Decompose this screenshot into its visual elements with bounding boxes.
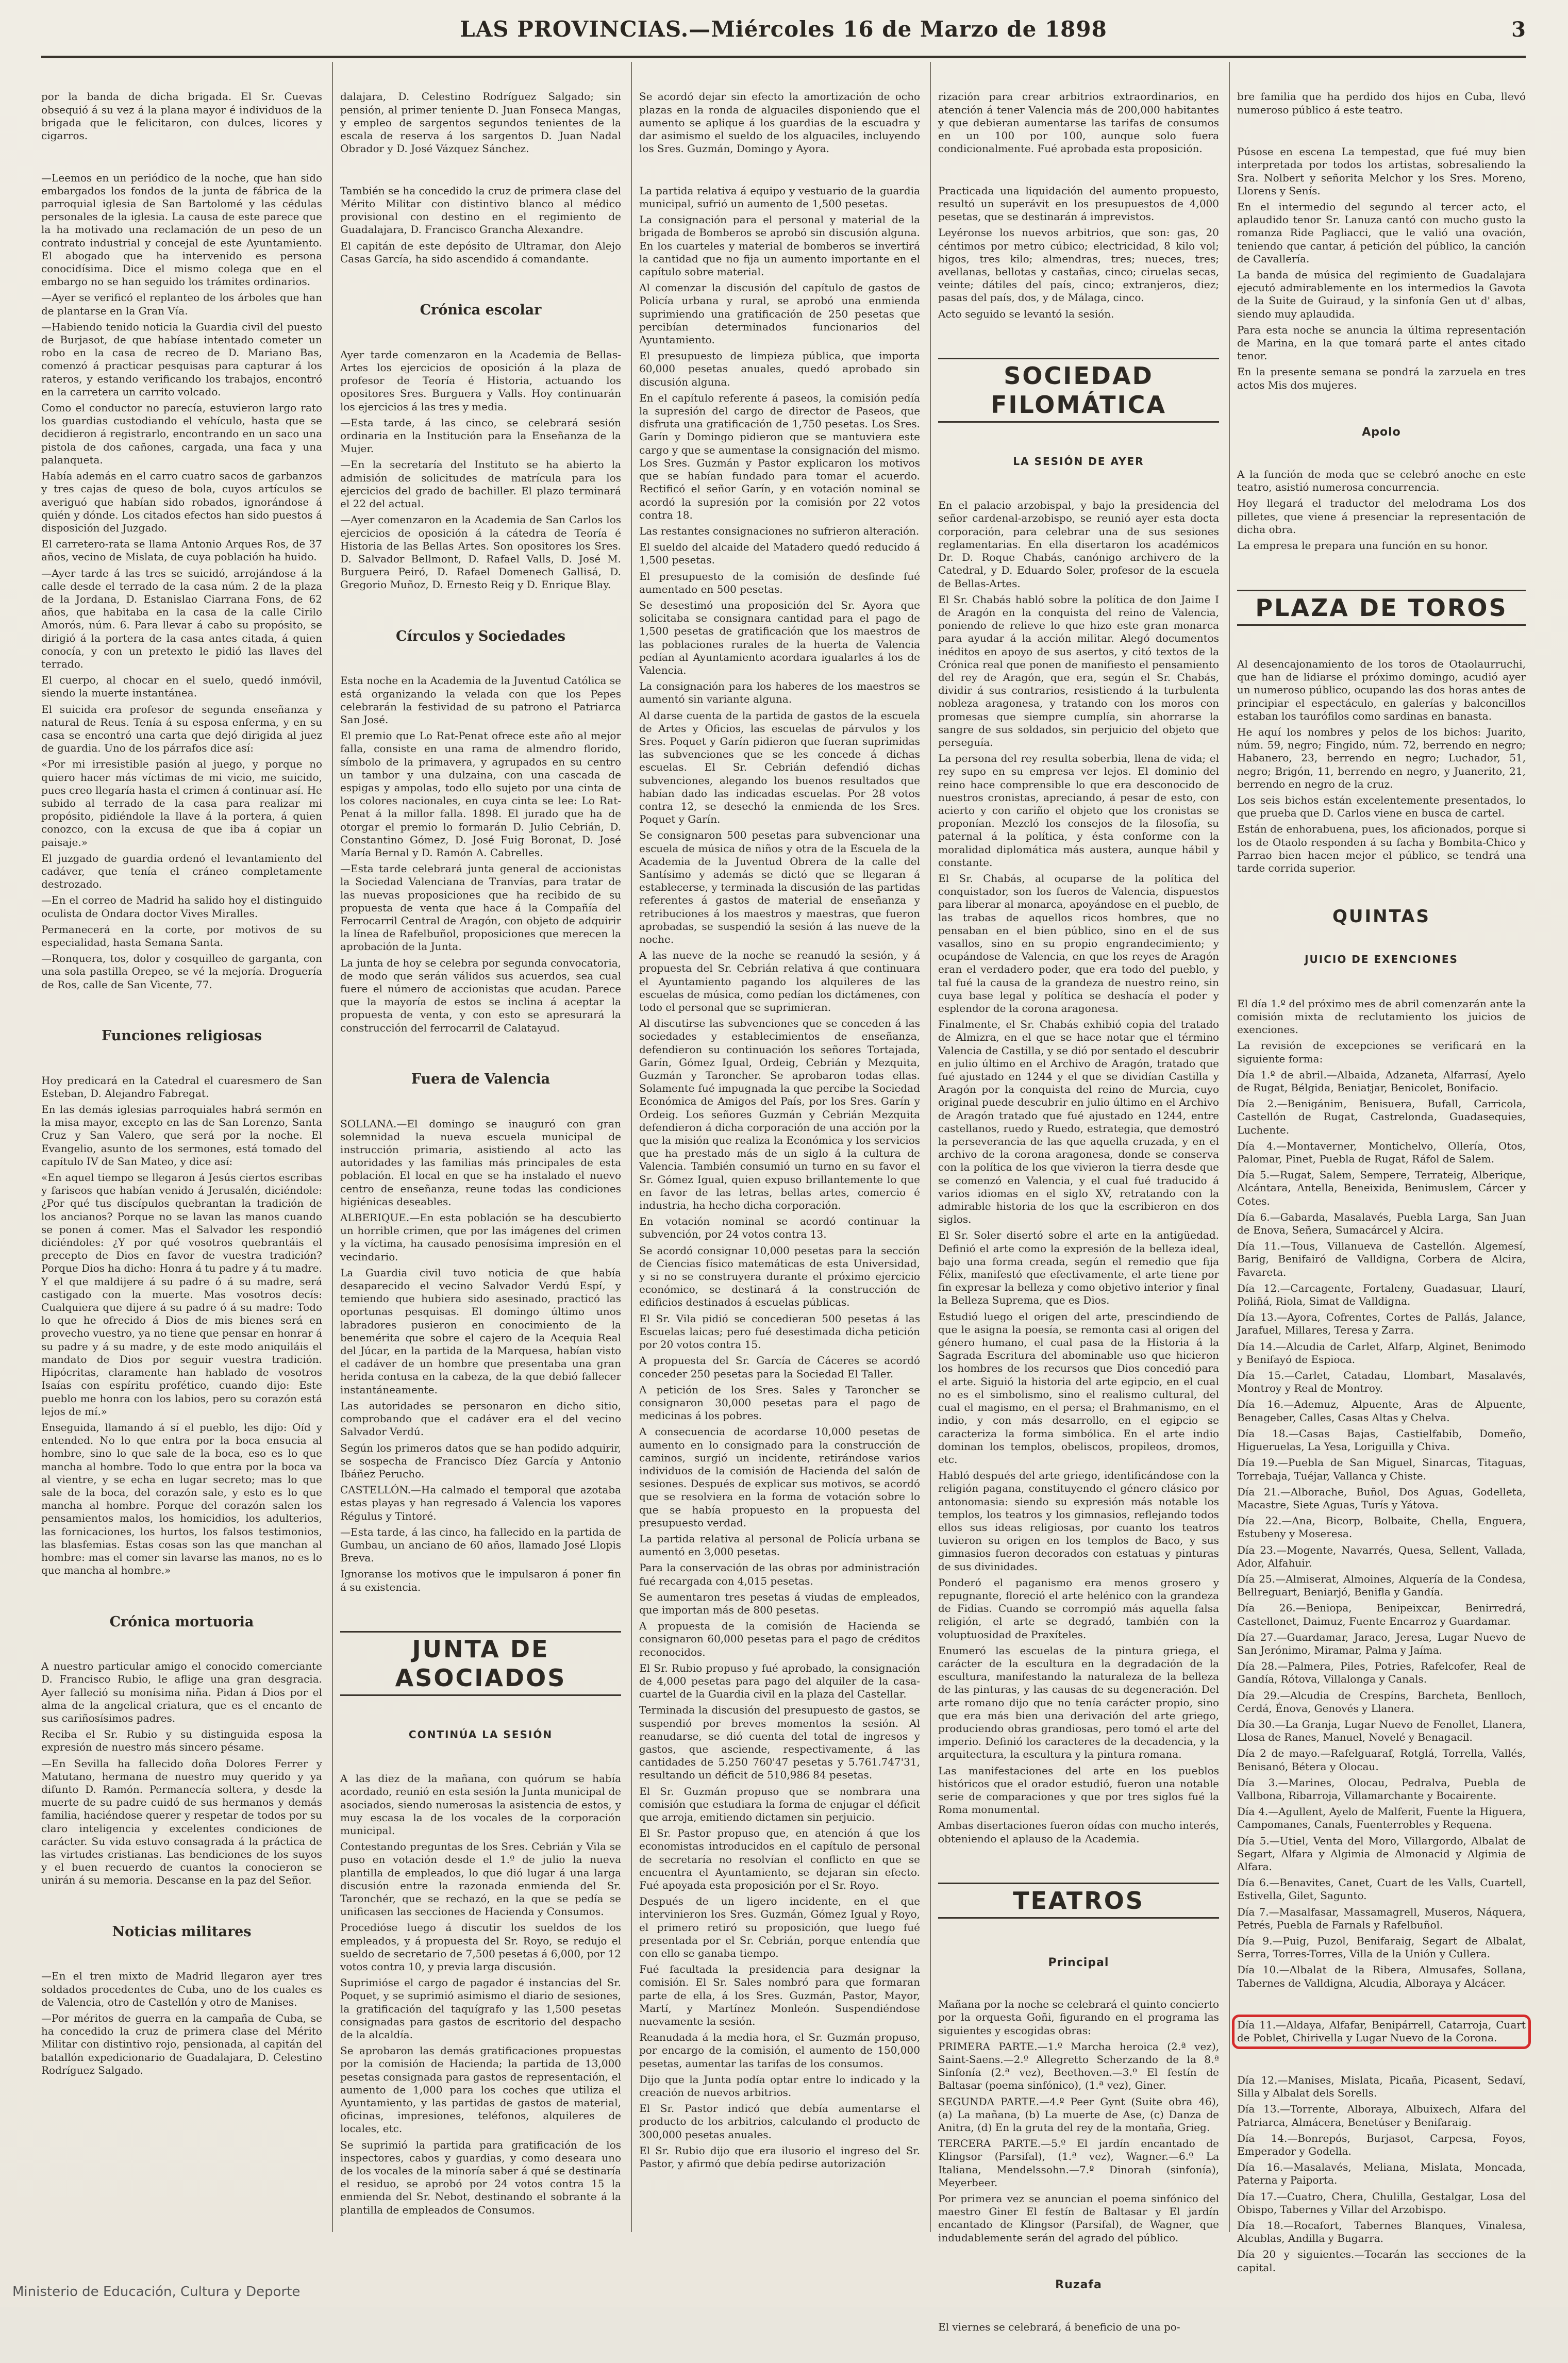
section-subheading: LA SESIÓN DE AYER: [1013, 455, 1144, 468]
paragraph: En la presente semana se pondrá la zarzuela en tres actos Mis dos mujeres.: [1237, 365, 1529, 391]
paragraph: Se acordó consignar 10,000 pesetas para la sección de Ciencias físico matemáticas de esta Universidad, y si no se construyera durante el próximo ejercicio económico, se destinará á la construcción de edificios destinados á escuelas públicas.: [639, 1244, 924, 1309]
paragraph-list: [340, 1117, 625, 1594]
paragraph: Estudió luego el origen del arte, prescindiendo de que le asigna la poesía, se remonta casi al origen del género humano, el cual pasa de la Historia á la Sagrada Escritura del abominable uso que hicieron los hombres de los recursos que Dios concedió para el arte. Siguió la historia del arte egipcio, en el cual no es el simbolismo, sino el realismo cultural, del cual el magismo, en el persa; el Brahmanismo, en el indio, y con más desarrollo, en el egipcio se caracteriza la forma simbólica. En el arte indio dominan los templos, obeliscos, propileos, dromos, etc.: [938, 1310, 1223, 1466]
paragraph: Fué facultada la presidencia para designar la comisión. El Sr. Sales nombró para que formaran parte de ella, á los Sres. Guzmán, Pastor, Mayor, Martí, y Martínez Monleón. Suspendiéndose nuevamente la sesión.: [639, 1963, 924, 2028]
paragraph: Día 25.—Almiserat, Almoines, Alquería de la Condesa, Bellreguart, Beniarjó, Benifla y Gandía.: [1237, 1572, 1529, 1599]
paragraph: —Ayer tarde á las tres se suicidó, arrojándose á la calle desde el terrado de la casa núm. 2 de la plaza de la Jordana, D. Estanislao Ciarrana Fons, de 62 años, que habitaba en la casa de la calle Cirilo Amorós, núm. 6. Para llevar á cabo su propósito, se dirigió á la portera de la casa antes citada, á quien conocía, y con un pretexto le pidió las llaves del terrado.: [41, 567, 326, 670]
paragraph: Día 2 de mayo.—Rafelguaraf, Rotglá, Torrella, Vallés, Benisanó, Bétera y Olocau.: [1237, 1747, 1529, 1773]
paragraph: Día 6.—Gabarda, Masalavés, Puebla Larga, San Juan de Enova, Señera, Sumacárcel y Alcira.: [1237, 1210, 1529, 1237]
paragraph: El Sr. Guzmán propuso que se nombrara una comisión que estudiara la forma de enjugar el déficit que arroja, emitiendo dictamen sin perjuicio.: [639, 1785, 924, 1823]
paragraph: Se aumentaron tres pesetas á viudas de empleados, que importan más de 800 pesetas.: [639, 1590, 924, 1616]
column-4: [938, 64, 1223, 2333]
paragraph: El Sr. Rubio dijo que era ilusorio el ingreso del Sr. Pastor, y afirmó que debía pedirse autorización: [639, 2144, 924, 2170]
paragraph: Según los primeros datos que se han podido adquirir, se sospecha de Francisco Díez García y Antonio Ibáñez Perucho.: [340, 1441, 625, 1480]
paragraph: El suicida era profesor de segunda enseñanza y natural de Reus. Tenía á su esposa enferma, y en su casa se encontró una carta que dejó dirigida al juez de guardia. Uno de los párrafos dice así:: [41, 703, 326, 755]
paragraph: SEGUNDA PARTE.—4.º Peer Gynt (Suite obra 46), (a) La mañana, (b) La muerte de Ase, (c) Danza de Anitra, (d) En la gruta del rey de la montaña, Grieg.: [938, 2095, 1223, 2134]
paragraph-list: [41, 171, 326, 991]
paragraph: Se consignaron 500 pesetas para subvencionar una escuela de música de niños y otra de la Escuela de la Academia de la Juventud Obrera de la calle del Santísimo y además se dictó que se llegaran á establecerse, y terminada la discusión de las partidas referentes á gastos de material de enseñanza y retribuciones á los maestros y maestras, que fueron aprobadas, se suspendió la sesión á las nueve de la noche.: [639, 829, 924, 945]
paragraph: Día 30.—La Granja, Lugar Nuevo de Fenollet, Llanera, Llosa de Ranes, Manuel, Novelé y Benagacil.: [1237, 1718, 1529, 1744]
paragraph: CASTELLÓN.—Ha calmado el temporal que azotaba estas playas y han regresado á Valencia los vapores Régulus y Tintoré.: [340, 1484, 625, 1522]
section-heading: Círculos y Sociedades: [395, 628, 565, 644]
column-lead: por la banda de dicha brigada. El Sr. Cuevas obsequió á su vez á la plana mayor é individuos de la brigada que le felicitaron, con dulces, licores y cigarros.: [41, 90, 326, 142]
paragraph: Terminada la discusión del presupuesto de gastos, se suspendió por breves momentos la sesión. Al reanudarse, se dió cuenta del total de ingresos y gastos, que asciende, respectivamente, á las cantidades de 5.250 760'47 pesetas y 5.761.747'31, resultando un déficit de 510,986 84 pesetas.: [639, 1704, 924, 1782]
paragraph: Día 14.—Bonrepós, Burjasot, Carpesa, Foyos, Emperador y Godella.: [1237, 2132, 1529, 2158]
paragraph: La revisión de excepciones se verificará en la siguiente forma:: [1237, 1039, 1529, 1065]
paragraph: Se aprobaron las demás gratificaciones propuestas por la comisión de Hacienda; la partida de 13,000 pesetas consignada para gastos de representación, el aumento de 1,000 para los coches que utiliza el Ayuntamiento, y las partidas de gastos de material, oficinas, impresiones, teléfonos, alquileres de locales, etc.: [340, 2044, 625, 2135]
paragraph-list: [1237, 468, 1529, 552]
paragraph-list: [938, 184, 1223, 321]
paragraph: Finalmente, el Sr. Chabás exhibió copia del tratado de Almizra, en el que se hace notar que el término Valencia de Castilla, y se dió por sentado el descubrir en julio último en el Archivo de Aragón, tratado que fué ajustado en 1244 y el que se dividían Castilla y Aragón por la conquista del reino de Murcia, cuyo original puede descubrir en julio último en el Archivo de Aragón tratado que fué ajustado en 1244, entre castellanos, ruedo y Ruedo, estrategia, que demostró la perseverancia de las que aquella cruzada, y en el archivo de la corona aragonesa, donde se conserva con la política de los que vivieron la tierra desde que se comenzó en Valencia, y el cual fué traducido á varios idiomas en el siglo XV, retratando con la admirable historia de los que la escribieron en dos siglos.: [938, 1018, 1223, 1226]
page-header: [41, 14, 1526, 58]
paragraph-list: [41, 1660, 326, 1887]
section-banner: QUINTAS: [1332, 906, 1430, 927]
column-divider: [332, 62, 333, 2232]
paragraph: A las diez de la mañana, con quórum se había acordado, reunió en esta sesión la Junta municipal de asociados, siendo numerosas la asistencia de estos, y muy escasa la de los vocales de la corporación municipal.: [340, 1772, 625, 1837]
paragraph: Día 13.—Ayora, Cofrentes, Cortes de Pallás, Jalance, Jarafuel, Millares, Teresa y Zarra.: [1237, 1311, 1529, 1337]
column-1: [41, 64, 326, 2229]
paragraph: Día 28.—Palmera, Piles, Potries, Rafelcofer, Real de Gandía, Rótova, Villalonga y Canals.: [1237, 1660, 1529, 1686]
paragraph: La Guardia civil tuvo noticia de que había desaparecido el vecino Salvador Verdú Espí, y temiendo que hubiera sido asesinado, practicó las oportunas pesquisas. El domingo último unos labradores pusieron en conocimiento de la benemérita que sobre el cajero de la Acequia Real del Júcar, en la partida de la Marquesa, habían visto el cadáver de un hombre que presentaba una gran herida contusa en la cabeza, de la que debió fallecer instantáneamente.: [340, 1266, 625, 1396]
paragraph: Día 12.—Manises, Mislata, Picaña, Picasent, Sedaví, Silla y Albalat dels Sorells.: [1237, 2074, 1529, 2100]
paragraph: Al discutirse las subvenciones que se conceden á las sociedades y establecimientos de enseñanza, defendieron su continuación los señores Tortajada, Garín, Gómez Igual, Ordeig, Cebrián y Mezquita, Guzmán y Taroncher. Se aprobaron todas ellas. Solamente fué impugnada la que percibe la Sociedad Económica de Amigos del País, por los Sres. Garín y Ordeig. Los señores Guzmán y Cebrián Mezquita defendieron á dicha corporación de una acción por la que la misión que realiza la Económica y los servicios que ha prestado más de un siglo á la cultura de Valencia. También consumió un turno en su favor el Sr. Gómez Igual, quien expuso brillantemente lo que en favor de las letras, bellas artes, comercio é industria, ha hecho dicha corporación.: [639, 1017, 924, 1212]
paragraph: Contestando preguntas de los Sres. Cebrián y Vila se puso en votación desde el 1.º de julio la nueva plantilla de empleados, lo que dió lugar á una larga discusión entre la razonada enmienda del Sr. Taronchér, que se rechazó, en la que se pedía se unificasen las secciones de Hacienda y Consumos.: [340, 1840, 625, 1918]
paragraph: Reciba el Sr. Rubio y su distinguida esposa la expresión de nuestro más sincero pésame.: [41, 1728, 326, 1754]
paragraph: —En el correo de Madrid ha salido hoy el distinguido oculista de Ondara doctor Vives Miralles.: [41, 894, 326, 920]
paragraph: PRIMERA PARTE.—1.º Marcha heroica (2.ª vez), Saint-Saens.—2.º Allegretto Scherzando de la 8.ª Sinfonía (2.ª vez), Beethoven.—3.º El festín de Baltasar (poema sinfónico), (1.ª vez), Giner.: [938, 2040, 1223, 2092]
paragraph: El día 1.º del próximo mes de abril comenzarán ante la comisión mixta de reclutamiento los juicios de exenciones.: [1237, 997, 1529, 1036]
paragraph: Día 2.—Benigánim, Benisuera, Bufall, Carricola, Castellón de Rugat, Castrelonda, Guadasequies, Luchente.: [1237, 1097, 1529, 1136]
paragraph: Día 4.—Montaverner, Montichelvo, Ollería, Otos, Palomar, Pinet, Puebla de Rugat, Ráfol de Salem.: [1237, 1139, 1529, 1166]
paragraph: Esta noche en la Academia de la Juventud Católica se está organizando la velada con que los Pepes celebrarán la festividad de su patrono el Patriarca San José.: [340, 674, 625, 726]
paragraph: Ignoranse los motivos que le impulsaron á poner fin á su existencia.: [340, 1568, 625, 1593]
paragraph: Hoy llegará el traductor del melodrama Los dos pilletes, que viene á presenciar la representación de dicha obra.: [1237, 497, 1529, 536]
paragraph: —En la secretaría del Instituto se ha abierto la admisión de solicitudes de matrícula para los ejercicios del grado de bachiller. El plazo terminará el 22 del actual.: [340, 458, 625, 510]
paragraph: En el capítulo referente á paseos, la comisión pedía la supresión del cargo de director de Paseos, que disfruta una gratificación de 1,750 pesetas. Los Sres. Garín y Domingo pidieron que se mantuviera este cargo y que se aumentase la consignación del mismo. Los Sres. Guzmán y Pastor explicaron los motivos que se habían fundado para tomar el acuerdo. Rectificó el señor Garín, y en votación nominal se acordó la supresión por la comisión por 22 votos contra 18.: [639, 391, 924, 521]
paragraph: Se desestimó una proposición del Sr. Ayora que solicitaba se consignara cantidad para el pago de 1,500 pesetas de gratificación que los maestros de las poblaciones rurales de la huerta de Valencia pedían al Ayuntamiento acordara igualarles á los de Valencia.: [639, 598, 924, 676]
paragraph: «En aquel tiempo se llegaron á Jesús ciertos escribas y fariseos que habían venido á Jerusalén, diciéndole: ¿Por qué tus discípulos quebrantan la tradición de los ancianos? Porque no se lavan las manos cuando se ponen á comer. Mas el Salvador les respondió diciéndoles: ¿Y por qué vosotros quebrantáis el precepto de Dios en favor de vuestra tradición? Porque Dios ha dicho: Honra á tu padre y á tu madre. Y el que maldijere á su padre ó á su madre, será castigado con la muerte. Mas vosotros decís: Cualquiera que dijere á su padre ó á su madre: Todo lo que he ofrecido á Dios de mis bienes será en provecho vuestro, ya no tiene que pensar en honrar á su padre y á su madre, y de este modo aniquiláis el mandato de Dios por seguir vuestra tradición. Hipócritas, claramente han hablado de vosotros Isaías con espíritu profético, cuando dijo: Este pueblo me honra con los labios, pero su corazón está lejos de mí.»: [41, 1171, 326, 1418]
paragraph: Día 16.—Ademuz, Alpuente, Aras de Alpuente, Benageber, Calles, Casas Altas y Chelva.: [1237, 1398, 1529, 1424]
paragraph: «Por mi irresistible pasión al juego, y porque no quiero hacer más víctimas de mi vicio, me suicido, pues creo llegaría hasta el crimen á continuar así. He subido al terrado de la casa para realizar mi propósito, pidiéndole la llave á la portera, á quien conozco, con la excusa de que iba á copiar un paisaje.»: [41, 758, 326, 848]
paragraph-list: [639, 184, 924, 2170]
paragraph: Enseguida, llamando á sí el pueblo, les dijo: Oíd y entended. No lo que entra por la boca ensucia al hombre, sino lo que sale de la boca, eso es lo que mancha al hombre. Todo lo que entra por la boca va al vientre, y se echa en lugar secreto; mas lo que sale de la boca, del corazón sale, y esto es lo que mancha al hombre. Porque del corazón salen los pensamientos malos, los homicidios, los adulterios, las fornicaciones, los hurtos, los falsos testimonios, las blasfemias. Estas cosas son las que manchan al hombre: mas el comer sin lavarse las manos, no es lo que mancha al hombre.»: [41, 1421, 326, 1577]
paragraph: La persona del rey resulta soberbia, llena de vida; el rey supo en su empresa ver lejos. El dominio del reino hace comprensible lo que era desconocido de nuestros cronistas, apreciando, á pesar de esto, con acierto y con cariño el objeto que los cronistas se proponían. Mezcló los consejos de la filosofía, su paternal á la política, y ésta conforme con la moralidad diplomática más austera, aunque hábil y constante.: [938, 752, 1223, 869]
paragraph: Se suprimió la partida para gratificación de los inspectores, cabos y guardias, y como deseara uno de los vocales de la minoría saber á qué se destinaría el residuo, se aprobó por 24 votos contra 15 la enmienda del Sr. Nebot, destinando el sobrante á la plantilla de empleados de Consumos.: [340, 2138, 625, 2216]
section-heading: Funciones religiosas: [101, 1028, 262, 1044]
paragraph: ALBERIQUE.—En esta población se ha descubierto un horrible crimen, que por las imágenes del crimen y la víctima, ha causado penosísima impresión en el vecindario.: [340, 1211, 625, 1263]
section-heading: Noticias militares: [112, 1924, 252, 1940]
paragraph: Día 18.—Casas Bajas, Castielfabib, Domeño, Higueruelas, La Yesa, Loriguilla y Chiva.: [1237, 1427, 1529, 1453]
paragraph: El carretero-rata se llama Antonio Arques Ros, de 37 años, vecino de Mislata, de cuya población ha huido.: [41, 538, 326, 563]
column-lead: bre familia que ha perdido dos hijos en Cuba, llevó numeroso público á este teatro.: [1237, 90, 1529, 116]
paragraph: El Sr. Chabás, al ocuparse de la política del conquistador, son los fueros de Valencia, dispuestos para liberar al monarca, apoyándose en el pueblo, de las trabas de aquellos ricos hombres, que no pensaban en el bien público, sino en el de sus vasallos, sino en su propio engrandecimiento; y ocupándose de Valencia, en que los reyes de Aragón eran el verdadero poder, que era todo del pueblo, y tal fué la causa de la grandeza de nuestro reino, sin cuya base legal y política se deshacía el poder y esplendor de la corona aragonesa.: [938, 872, 1223, 1014]
paragraph: El presupuesto de limpieza pública, que importa 60,000 pesetas anuales, quedó aprobado sin discusión alguna.: [639, 350, 924, 388]
paragraph: Día 14.—Alcudia de Carlet, Alfarp, Alginet, Benimodo y Benifayó de Espioca.: [1237, 1340, 1529, 1366]
paragraph-list: [938, 499, 1223, 1845]
paragraph: Al darse cuenta de la partida de gastos de la escuela de Artes y Oficios, las escuelas de párvulos y los Sres. Poquet y Garín pidieron que fueran suprimidas las subvenciones que se les concede á dichas escuelas. El Sr. Cebrián defendió dichas subvenciones, alegando los buenos resultados que habían dado las indicadas escuelas. Por 28 votos contra 12, se desechó la enmienda de los Sres. Poquet y Garín.: [639, 709, 924, 826]
paragraph-list: [340, 674, 625, 1034]
paragraph: Día 17.—Cuatro, Chera, Chulilla, Gestalgar, Losa del Obispo, Tabernes y Villar del Arzobispo.: [1237, 2190, 1529, 2216]
paragraph: A las nueve de la noche se reanudó la sesión, y á propuesta del Sr. Cebrián relativa á que continuara el Ayuntamiento pagando los alquileres de las escuelas de música, como pedían los dictámenes, con todo el personal que se suprimieran.: [639, 949, 924, 1014]
paragraph: —Ronquera, tos, dolor y cosquilleo de garganta, con una sola pastilla Orepeo, se vé la mejoría. Droguería de Ros, calle de San Vicente, 77.: [41, 952, 326, 991]
section-subheading: CONTINÚA LA SESIÓN: [408, 1728, 553, 1741]
section-heading: Apolo: [1362, 426, 1401, 439]
page-number: 3: [1511, 18, 1526, 42]
paragraph: —Leemos en un periódico de la noche, que han sido embargados los fondos de la junta de fábrica de la parroquial iglesia de San Bartolomé y las cédulas personales de la iglesia. La causa de este parece que la ha motivado una reclamación de un peso de un contrato industrial y concejal de este Ayuntamiento. El abogado que ha intervenido es persona conocidísima. Dice el mismo colega que en el embargo no se han seguido los trámites ordinarios.: [41, 171, 326, 288]
paragraph-list: [1237, 2074, 1529, 2274]
paragraph: —En Sevilla ha fallecido doña Dolores Ferrer y Matutano, hermana de nuestro muy querido y ya difunto D. Ramón. Permanecía soltera, y desde la muerte de su padre cuidó de sus hermanos y demás familia, haciéndose querer y respetar de todos por su claro inteligencia y excelentes condiciones de carácter. Su vida estuvo consagrada á la práctica de las virtudes cristianas. Las bendiciones de los suyos y el buen recuerdo de cuantos la conocieron se unirán á su memoria. Descanse en la paz del Señor.: [41, 1757, 326, 1887]
paragraph: Hoy predicará en la Catedral el cuaresmero de San Esteban, D. Alejandro Fabregat.: [41, 1074, 326, 1100]
paragraph: Día 15.—Carlet, Catadau, Llombart, Masalavés, Montroy y Real de Montroy.: [1237, 1369, 1529, 1395]
paragraph-list: [1237, 997, 1529, 1990]
paragraph: Día 4.—Agullent, Ayelo de Malferit, Fuente la Higuera, Campomanes, Canals, Fuenterrobles y Requena.: [1237, 1805, 1529, 1831]
paragraph: A petición de los Sres. Sales y Taroncher se consignaron 30,000 pesetas para el pago de medicinas á los pobres.: [639, 1383, 924, 1422]
paragraph: He aquí los nombres y pelos de los bichos: Juarito, núm. 59, negro; Fingido, núm. 72, berrendo en negro; Habanero, 23, berrendo en negro; Luchador, 51, negro; Brigón, 11, berrendo en negro, y Juanerito, 21, berrendo en negro de la cruz.: [1237, 725, 1529, 790]
paragraph: Mañana por la noche se celebrará el quinto concierto por la orquesta Goñi, figurando en el programa las siguientes y escogidas obras:: [938, 1998, 1223, 2037]
paragraph: A nuestro particular amigo el conocido comerciante D. Francisco Rubio, le aflige una gran desgracia. Ayer falleció su monísima niña. Pidan á Dios por el alma de la angelical criatura, que es el encanto de sus cariñosísimos padres.: [41, 1660, 326, 1724]
paragraph: Leyéronse los nuevos arbitrios, que son: gas, 20 céntimos por metro cúbico; electricidad, 8 kilo vol; higos, tres kilo; almendras, tres; nueces, tres; avellanas, bellotas y castañas, cinco; ciruelas secas, veinte; dátiles del país, cinco; extranjeros, diez; pasas del país, dos, y de Málaga, cinco.: [938, 226, 1223, 304]
highlighted-entry: Día 11.—Aldaya, Alfafar, Benipárrell, Catarroja, Cuart de Poblet, Chirivella y Lugar Nuevo de la Corona.: [1237, 2019, 1529, 2044]
paragraph: —Habiendo tenido noticia la Guardia civil del puesto de Burjasot, de que habíase intentado cometer un robo en la casa de recreo de D. Mariano Bas, comenzó á practicar pesquisas para capturar á los rateros, y estando verificando los trabajos, encontró en la carretera un carrito volcado.: [41, 320, 326, 398]
section-heading: Crónica escolar: [420, 302, 542, 319]
paragraph-list: [1237, 145, 1529, 392]
paragraph: El premio que Lo Rat-Penat ofrece este año al mejor falla, consiste en una rama de almendro florido, símbolo de la primavera, y agrupados en su centro un tambor y una dulzaina, con una cascada de espigas y ampolas, todo ello sujeto por una cinta de los colores nacionales, en cuya cinta se lee: Lo Rat-Penat á la millor falla. 1898. El jurado que ha de otorgar el premio lo formarán D. Julio Cebrián, D. Constantino Gómez, D. José Fuig Boronat, D. José María Bernal y D. Ramón A. Cabrelles.: [340, 729, 625, 859]
column-divider: [930, 62, 931, 2232]
paragraph-list: [340, 184, 625, 265]
paragraph: Permanecerá en la corte, por motivos de su especialidad, hasta Semana Santa.: [41, 923, 326, 948]
column-5: [1237, 64, 1529, 2274]
paragraph: Día 22.—Ana, Bicorp, Bolbaite, Chella, Enguera, Estubeny y Moseresa.: [1237, 1515, 1529, 1540]
paragraph-list: [41, 1970, 326, 2077]
section-subheading: JUICIO DE EXENCIONES: [1305, 953, 1458, 966]
paragraph: Suprimióse el cargo de pagador é instancias del Sr. Poquet, y se suprimió asimismo el diario de sesiones, la gratificación del taquígrafo y las 1,500 pesetas consignadas para gastos de escritorio del despacho de la alcaldía.: [340, 1976, 625, 2041]
paragraph-list: [938, 2321, 1219, 2334]
paragraph: Procedióse luego á discutir los sueldos de los empleados, y á propuesta del Sr. Royo, se redujo el sueldo de secretario de 7,500 pesetas á 6,000, por 12 votos contra 10, y previa larga discusión.: [340, 1921, 625, 1973]
paragraph: Día 26.—Beniopa, Benipeixcar, Benirredrá, Castellonet, Daimuz, Fuente Encarroz y Guardamar.: [1237, 1602, 1529, 1627]
paragraph: A la función de moda que se celebró anoche en este teatro, asistió numerosa concurrencia.: [1237, 468, 1529, 494]
paragraph: Para la conservación de las obras por administración fué recargada con 4,015 pesetas.: [639, 1561, 924, 1587]
paragraph: Enumeró las escuelas de la pintura griega, el carácter de la escultura en la degradación de la escultura, manifestando la naturaleza de la belleza de las pinturas, y las causas de su degeneración. Del arte romano dijo que no tenía carácter propio, sino que era más bien una derivación del arte griego, produciendo obras grandiosas, pero tomó el arte del imperio. Definió los caracteres de la decadencia, y la arquitectura, la escultura y la pintura romana.: [938, 1644, 1223, 1761]
paragraph: Día 18.—Rocafort, Tabernes Blanques, Vinalesa, Alcublas, Andilla y Bugarra.: [1237, 2219, 1529, 2245]
paragraph: En votación nominal se acordó continuar la subvención, por 24 votos contra 13.: [639, 1215, 924, 1241]
paragraph: Ayer tarde comenzaron en la Academia de Bellas-Artes los ejercicios de oposición á la plaza de profesor de Teoría é Historia, actuando los opositores Sres. Burguera y Valls. Hoy continuarán los ejercicios á las tres y media.: [340, 348, 625, 413]
paragraph: El Sr. Vila pidió se concedieran 500 pesetas á las Escuelas laicas; pero fué desestimada dicha petición por 20 votos contra 15.: [639, 1312, 924, 1351]
paragraph: Las autoridades se personaron en dicho sitio, comprobando que el cadáver era el del vecino Salvador Verdú.: [340, 1399, 625, 1438]
paragraph: Día 16.—Masalavés, Meliana, Mislata, Moncada, Paterna y Paiporta.: [1237, 2161, 1529, 2187]
paragraph: El Sr. Pastor indicó que debía aumentarse el producto de los arbitrios, calculando el producto de 300,000 pesetas anuales.: [639, 2102, 924, 2141]
section-heading: Ruzafa: [1055, 2278, 1102, 2292]
masthead-line: LAS PROVINCIAS.—Miércoles 16 de Marzo de 1898: [460, 16, 1107, 42]
red-highlight-box: [1232, 2015, 1531, 2049]
paragraph: Día 12.—Carcagente, Fortaleny, Guadasuar, Llaurí, Poliñá, Riola, Simat de Valldigna.: [1237, 1282, 1529, 1308]
paragraph: Día 10.—Albalat de la Ribera, Almusafes, Sollana, Tabernes de Valldigna, Alcudia, Alboraya y Alcácer.: [1237, 1963, 1529, 1989]
paragraph: La consignación para los haberes de los maestros se aumentó sin variante alguna.: [639, 680, 924, 706]
paragraph: A propuesta del Sr. García de Cáceres se acordó conceder 250 pesetas para la Sociedad El Taller.: [639, 1354, 924, 1380]
paragraph: Día 5.—Utiel, Venta del Moro, Villargordo, Albalat de Segart, Alfara y Algimia de Almonacid y Algimia de Alfara.: [1237, 1834, 1529, 1873]
paragraph: La partida relativa al personal de Policía urbana se aumentó en 3,000 pesetas.: [639, 1532, 924, 1558]
paragraph: Ambas disertaciones fueron oídas con mucho interés, obteniendo el aplauso de la Academia.: [938, 1819, 1223, 1845]
paragraph: Dijo que la Junta podía optar entre lo indicado y la creación de nuevos arbitrios.: [639, 2073, 924, 2099]
paragraph: Para esta noche se anuncia la última representación de Marina, en la que tomará parte el antes citado tenor.: [1237, 323, 1529, 362]
paragraph: La junta de hoy se celebra por segunda convocatoria, de modo que serán válidos sus acuerdos, sea cual fuere el número de accionistas que acudan. Parece que la mayoría de estos se inclina á aceptar la propuesta de venta, y con esto se apresurará la construcción del ferrocarril de Calatayud.: [340, 956, 625, 1034]
paragraph: La partida relativa á equipo y vestuario de la guardia municipal, sufrió un aumento de 1,500 pesetas.: [639, 184, 924, 210]
paragraph: —Esta tarde celebrará junta general de accionistas la Sociedad Valenciana de Tranvías, para tratar de las nuevas proposiciones que ha recibido de su propuesta de venta que hace á la Compañía del Ferrocarril Central de Aragón, con objeto de adquirir la línea de Rafelbuñol, proposiciones que merecen la aprobación de la Junta.: [340, 862, 625, 953]
paragraph: Día 23.—Mogente, Navarrés, Quesa, Sellent, Vallada, Ador, Alfahuir.: [1237, 1543, 1529, 1569]
paragraph-list: [340, 1772, 625, 2217]
paragraph: El capitán de este depósito de Ultramar, don Alejo Casas García, ha sido ascendido á comandante.: [340, 239, 625, 265]
paragraph: Habló después del arte griego, identificándose con la religión pagana, constituyendo el género clásico por antonomasia: siendo su expresión más notable los templos, los teatros y los gimnasios, reflejando todos ellos sus ideas religiosas, por cuanto los teatros tuvieron su origen en los templos de Baco, y sus gimnasios fueron decorados con estatuas y pinturas de sus divinidades.: [938, 1469, 1223, 1573]
section-subheading: Principal: [1048, 1956, 1109, 1969]
paragraph: Día 13.—Torrente, Alboraya, Albuixech, Alfara del Patriarca, Almácera, Benetúser y Benifaraig.: [1237, 2103, 1529, 2128]
paragraph: La empresa le prepara una función en su honor.: [1237, 539, 1488, 552]
column-2: [340, 64, 625, 2229]
paragraph: Había además en el carro cuatro sacos de garbanzos y tres cajas de queso de bola, cuyos artículos se averiguó que habían sido robados, ignorándose á quién y dónde. Los citados efectos han sido puestos á disposición del Juzgado.: [41, 470, 326, 534]
paragraph: El Sr. Pastor propuso que, en atención á que los economistas introducidos en el capítulo de personal de secretaría no resolvían el conflicto en que se encuentra el Ayuntamiento, se dejaran sin efecto. Fué apoyada esta proposición por el Sr. Royo.: [639, 1827, 924, 1892]
paragraph: Están de enhorabuena, pues, los aficionados, porque si los de Otaolo responden á su facha y Bombita-Chico y Parrao bien hacen mejor el público, se tendrá una tarde corrida superior.: [1237, 823, 1529, 874]
column-lead: rización para crear arbitrios extraordinarios, en atención á tener Valencia más de 200,000 habitantes y que debieran aumentarse las tarifas de consumos en un 100 por 100, aunque solo fuera condicionalmente. Fué aprobada esta proposición.: [938, 90, 1223, 155]
paragraph: El presupuesto de la comisión de desfinde fué aumentado en 500 pesetas.: [639, 570, 924, 595]
paragraph: Día 19.—Puebla de San Miguel, Sinarcas, Titaguas, Torrebaja, Tuéjar, Vallanca y Chiste.: [1237, 1456, 1529, 1482]
paragraph: El viernes se celebrará, á beneficio de una po-: [938, 2320, 1180, 2333]
paragraph: El Sr. Chabás habló sobre la política de don Jaime I de Aragón en la conquista del reino de Valencia, poniendo de relieve lo que hizo este gran monarca para ayudar á la acción militar. Alegó documentos inéditos en apoyo de sus asertos, y citó textos de la Crónica real que ponen de manifiesto el pensamiento del rey de Aragón, que era, según el Sr. Chabás, dividir á sus contrarios, resistiendo á la turbulenta nobleza aragonesa, y tratando con los moros con promesas que siempre cumplía, sin ahorrarse la sangre de sus soldados, sin perjuicio del objeto que perseguía.: [938, 593, 1223, 748]
paragraph: En el palacio arzobispal, y bajo la presidencia del señor cardenal-arzobispo, se reunió ayer esta docta corporación, para celebrar una de sus sesiones reglamentarias. En ella disertaron los académicos Dr. D. Roque Chabás, canónigo archivero de la Catedral, y D. Eduardo Soler, profesor de la escuela de Bellas-Artes.: [938, 499, 1223, 590]
paragraph-list: [41, 1074, 326, 1577]
paragraph: —Por méritos de guerra en la campaña de Cuba, se ha concedido la cruz de primera clase del Mérito Militar con distintivo rojo, pensionada, al capitán del batallón expedicionario de Guadalajara, D. Celestino Rodríguez Salgado.: [41, 2012, 326, 2076]
paragraph: —Ayer se verificó el replanteo de los árboles que han de plantarse en la Gran Vía.: [41, 291, 326, 317]
paragraph: El sueldo del alcaide del Matadero quedó reducido á 1,500 pesetas.: [639, 541, 924, 567]
paragraph-list: [938, 1998, 1223, 2244]
paragraph: —Esta tarde, á las cinco, ha fallecido en la partida de Gumbau, un anciano de 60 años, llamado José Llopis Breva.: [340, 1525, 625, 1565]
paragraph-list: [340, 348, 625, 592]
paragraph: La consignación para el personal y material de la brigada de Bomberos se aprobó sin discusión alguna. En los cuarteles y material de bomberos se invertirá la cantidad que no fija un aumento importante en el capítulo sobre material.: [639, 213, 924, 278]
paragraph: En las demás iglesias parroquiales habrá sermón en la misa mayor, excepto en las de San Lorenzo, Santa Cruz y San Valero, que será por la noche. El Evangelio, asunto de los sermones, está tomado del capítulo IV de San Mateo, y dice así:: [41, 1103, 326, 1168]
column-lead: Se acordó dejar sin efecto la amortización de ocho plazas en la ronda de alguaciles disponiendo que el aumento se aplique á los guardias de la escuadra y dar asimismo el sueldo de los alguaciles, incluyendo los Sres. Guzmán, Domingo y Ayora.: [639, 90, 924, 155]
paragraph: Día 20 y siguientes.—Tocarán las secciones de la capital.: [1237, 2248, 1529, 2274]
paragraph: El Sr. Soler disertó sobre el arte en la antigüedad. Definió el arte como la expresión de la belleza ideal, bajo una forma creada, según el remedio que fija Félix, manifestó que efectivamente, el arte tiene por fin expresar la belleza y como objetivo interior y final la Belleza Suprema, que es Dios.: [938, 1229, 1223, 1307]
paragraph: Ponderó el paganismo era menos grosero y repugnante, floreció el arte helénico con la grandeza de Fidias. Cuando se corrompió más aquella falsa religión, el arte se degradó, también con la voluptuosidad de Praxíteles.: [938, 1576, 1223, 1641]
section-heading: Crónica mortuoria: [109, 1613, 254, 1630]
paragraph: Día 6.—Benavites, Canet, Cuart de les Valls, Cuartell, Estivella, Gilet, Sagunto.: [1237, 1876, 1529, 1902]
paragraph: Las restantes consignaciones no sufrieron alteración.: [639, 524, 920, 537]
paragraph: Como el conductor no parecía, estuvieron largo rato los guardias custodiando el vehículo, hasta que se decidieron á registrarlo, encontrando en un saco una pistola de dos cañones, cargada, una faca y una palanqueta.: [41, 402, 326, 466]
paragraph: Día 3.—Marines, Olocau, Pedralva, Puebla de Vallbona, Ribarroja, Villamarchante y Bocairente.: [1237, 1776, 1529, 1802]
paragraph: Día 7.—Masalfasar, Massamagrell, Museros, Náquera, Petrés, Puebla de Farnals y Rafelbuñol.: [1237, 1905, 1529, 1931]
paragraph: Al desencajonamiento de los toros de Otaolaurruchi, que han de lidiarse el próximo domingo, acudió ayer un numeroso público, ocupando las dos horas antes de principiar el espectáculo, en galerías y balconcillos estaban los taurófilos como sardinas en banasta.: [1237, 657, 1529, 722]
paragraph: Las manifestaciones del arte en los pueblos históricos que el orador estudió, fueron una notable serie de comparaciones y que por tres siglos fué la Roma monumental.: [938, 1764, 1223, 1816]
paragraph: El cuerpo, al chocar en el suelo, quedó inmóvil, siendo la muerte instantánea.: [41, 674, 326, 700]
paragraph: Practicada una liquidación del aumento propuesto, resultó un superávit en los presupuestos de 4,000 pesetas, que se destinarán á imprevistos.: [938, 184, 1223, 223]
paragraph: Día 11.—Tous, Villanueva de Castellón. Algemesí, Barig, Benifairó de Valldigna, Corbera de Alcira, Favareta.: [1237, 1240, 1529, 1278]
paragraph: Por primera vez se anuncian el poema sinfónico del maestro Giner El festín de Baltasar y El jardín encantado de Klingsor (Parsifal), de Wagner, que indudablemente serán del agrado del público.: [938, 2192, 1223, 2244]
paragraph: —Esta tarde, á las cinco, se celebrará sesión ordinaria en la Institución para la Enseñanza de la Mujer.: [340, 416, 625, 455]
paragraph: Día 5.—Rugat, Salem, Sempere, Terrateig, Alberique, Alcántara, Antella, Beneixida, Benimuslem, Cárcer y Cotes.: [1237, 1169, 1529, 1207]
paragraph: Púsose en escena La tempestad, que fué muy bien interpretada por todos los artistas, sobresaliendo la Sra. Nolbert y señorita Melchor y los Sres. Moreno, Llorens y Senís.: [1237, 145, 1529, 197]
paragraph: Acto seguido se levantó la sesión.: [938, 307, 1114, 320]
paragraph: Al comenzar la discusión del capítulo de gastos de Policía urbana y rural, se aprobó una enmienda suprimiendo una gratificación de 250 pesetas que percibían determinados funcionarios del Ayuntamiento.: [639, 281, 924, 346]
paragraph: —En el tren mixto de Madrid llegaron ayer tres soldados procedentes de Cuba, uno de los cuales es de Valencia, otro de Castellón y otro de Manises.: [41, 1970, 326, 2008]
paragraph: Día 9.—Puig, Puzol, Benifaraig, Segart de Albalat, Serra, Torres-Torres, Villa de la Unión y Cullera.: [1237, 1935, 1529, 1960]
section-banner: SOCIEDAD FILOMÁTICA: [938, 358, 1219, 423]
column-divider: [631, 62, 632, 2232]
paragraph: También se ha concedido la cruz de primera clase del Mérito Militar con distintivo blanco al médico provisional con destino en el regimiento de Guadalajara, D. Francisco Grancha Alexandre.: [340, 184, 625, 236]
section-banner: JUNTA DE ASOCIADOS: [340, 1631, 621, 1696]
column-divider: [1229, 62, 1230, 2232]
column-3: [639, 64, 924, 2229]
paragraph: Después de un ligero incidente, en el que intervinieron los Sres. Guzmán, Gómez Igual y Royo, el primero retiró su proposición, que luego fué presentada por el Sr. Cebrián, porque entendía que con ello se ganaba tiempo.: [639, 1895, 924, 1960]
paragraph: —Ayer comenzaron en la Academia de San Carlos los ejercicios de oposición á la cátedra de Teoría é Historia de las Bellas Artes. Son opositores los Sres. D. Salvador Bellmont, D. Rafael Valls, D. José M. Burguera Peiró, D. Rafael Domenech Gallisá, D. Gregorio Muñoz, D. Ernesto Reig y D. Enrique Blay.: [340, 513, 625, 591]
paragraph: A propuesta de la comisión de Hacienda se consignaron 60,000 pesetas para el pago de créditos reconocidos.: [639, 1620, 924, 1658]
paragraph: Día 21.—Alborache, Buñol, Dos Aguas, Godelleta, Macastre, Siete Aguas, Turís y Yátova.: [1237, 1485, 1529, 1511]
column-lead: dalajara, D. Celestino Rodríguez Salgado; sin pensión, al primer teniente D. Juan Fonseca Mangas, y empleo de sargentos segundos tenientes de la escala de reserva á los sargentos D. Juan Nadal Obrador y D. José Vázquez Sánchez.: [340, 90, 625, 155]
paragraph: Reanudada á la media hora, el Sr. Guzmán propuso, por encargo de la comisión, el aumento de 150,000 pesetas, aumentar las tarifas de los consumos.: [639, 2031, 924, 2070]
paragraph: En el intermedio del segundo al tercer acto, el aplaudido tenor Sr. Lanuza cantó con mucho gusto la romanza Ride Pagliacci, que le valió una ovación, teniendo que cantar, á petición del público, la canción de Cavallería.: [1237, 201, 1529, 265]
paragraph: El Sr. Rubio propuso y fué aprobado, la consignación de 4,000 pesetas para pago del alquiler de la casa-cuartel de la Guardia civil en la plaza del Castellar.: [639, 1661, 924, 1701]
paragraph: SOLLANA.—El domingo se inauguró con gran solemnidad la nueva escuela municipal de instrucción primaria, asistiendo al acto las autoridades y las familias más principales de esta población. El local en que se ha instalado el nuevo centro de enseñanza, reune todas las condiciones higiénicas deseables.: [340, 1117, 625, 1208]
paragraph: Día 27.—Guardamar, Jaraco, Jeresa, Lugar Nuevo de San Jerónimo, Miramar, Palma y Jaíma.: [1237, 1630, 1529, 1656]
paragraph: Día 29.—Alcudia de Crespíns, Barcheta, Benlloch, Cerdá, Énova, Genovés y Llanera.: [1237, 1689, 1529, 1715]
paragraph: A consecuencia de acordarse 10,000 pesetas de aumento en lo consignado para la construcción de caminos, surgió un incidente, retirándose varios individuos de la comisión de Hacienda del salón de sesiones. Después de explicar sus motivos, se acordó que se resolviera en la forma de votación sobre lo que se había propuesto en la propuesta del presupuesto verdad.: [639, 1425, 924, 1529]
section-banner: PLAZA DE TOROS: [1237, 590, 1526, 626]
section-banner: TEATROS: [938, 1883, 1219, 1919]
paragraph: El juzgado de guardia ordenó el levantamiento del cadáver, que tenía el cráneo completamente destrozado.: [41, 852, 326, 891]
paragraph: Día 1.º de abril.—Albaida, Adzaneta, Alfarrasí, Ayelo de Rugat, Bélgida, Beniatjar, Benicolet, Bonifacio.: [1237, 1068, 1529, 1094]
paragraph: TERCERA PARTE.—5.º El jardín encantado de Klingsor (Parsifal), (1.ª vez), Wagner.—6.º La Italiana, Mendelssohn.—7.º Dinorah (sinfonía), Meyerbeer.: [938, 2137, 1223, 2189]
paragraph: La banda de música del regimiento de Guadalajara ejecutó admirablemente en los intermedios la Gavota de la Suite de Guiraud, y la sinfonía Gen ut d' albas, siendo muy aplaudida.: [1237, 269, 1529, 320]
paragraph: Los seis bichos están excelentemente presentados, lo que prueba que D. Carlos viene en busca de cartel.: [1237, 793, 1529, 820]
section-heading: Fuera de Valencia: [411, 1071, 551, 1088]
paragraph-list: [1237, 657, 1529, 875]
footer-credit: Ministerio de Educación, Cultura y Deporte: [12, 2284, 301, 2300]
